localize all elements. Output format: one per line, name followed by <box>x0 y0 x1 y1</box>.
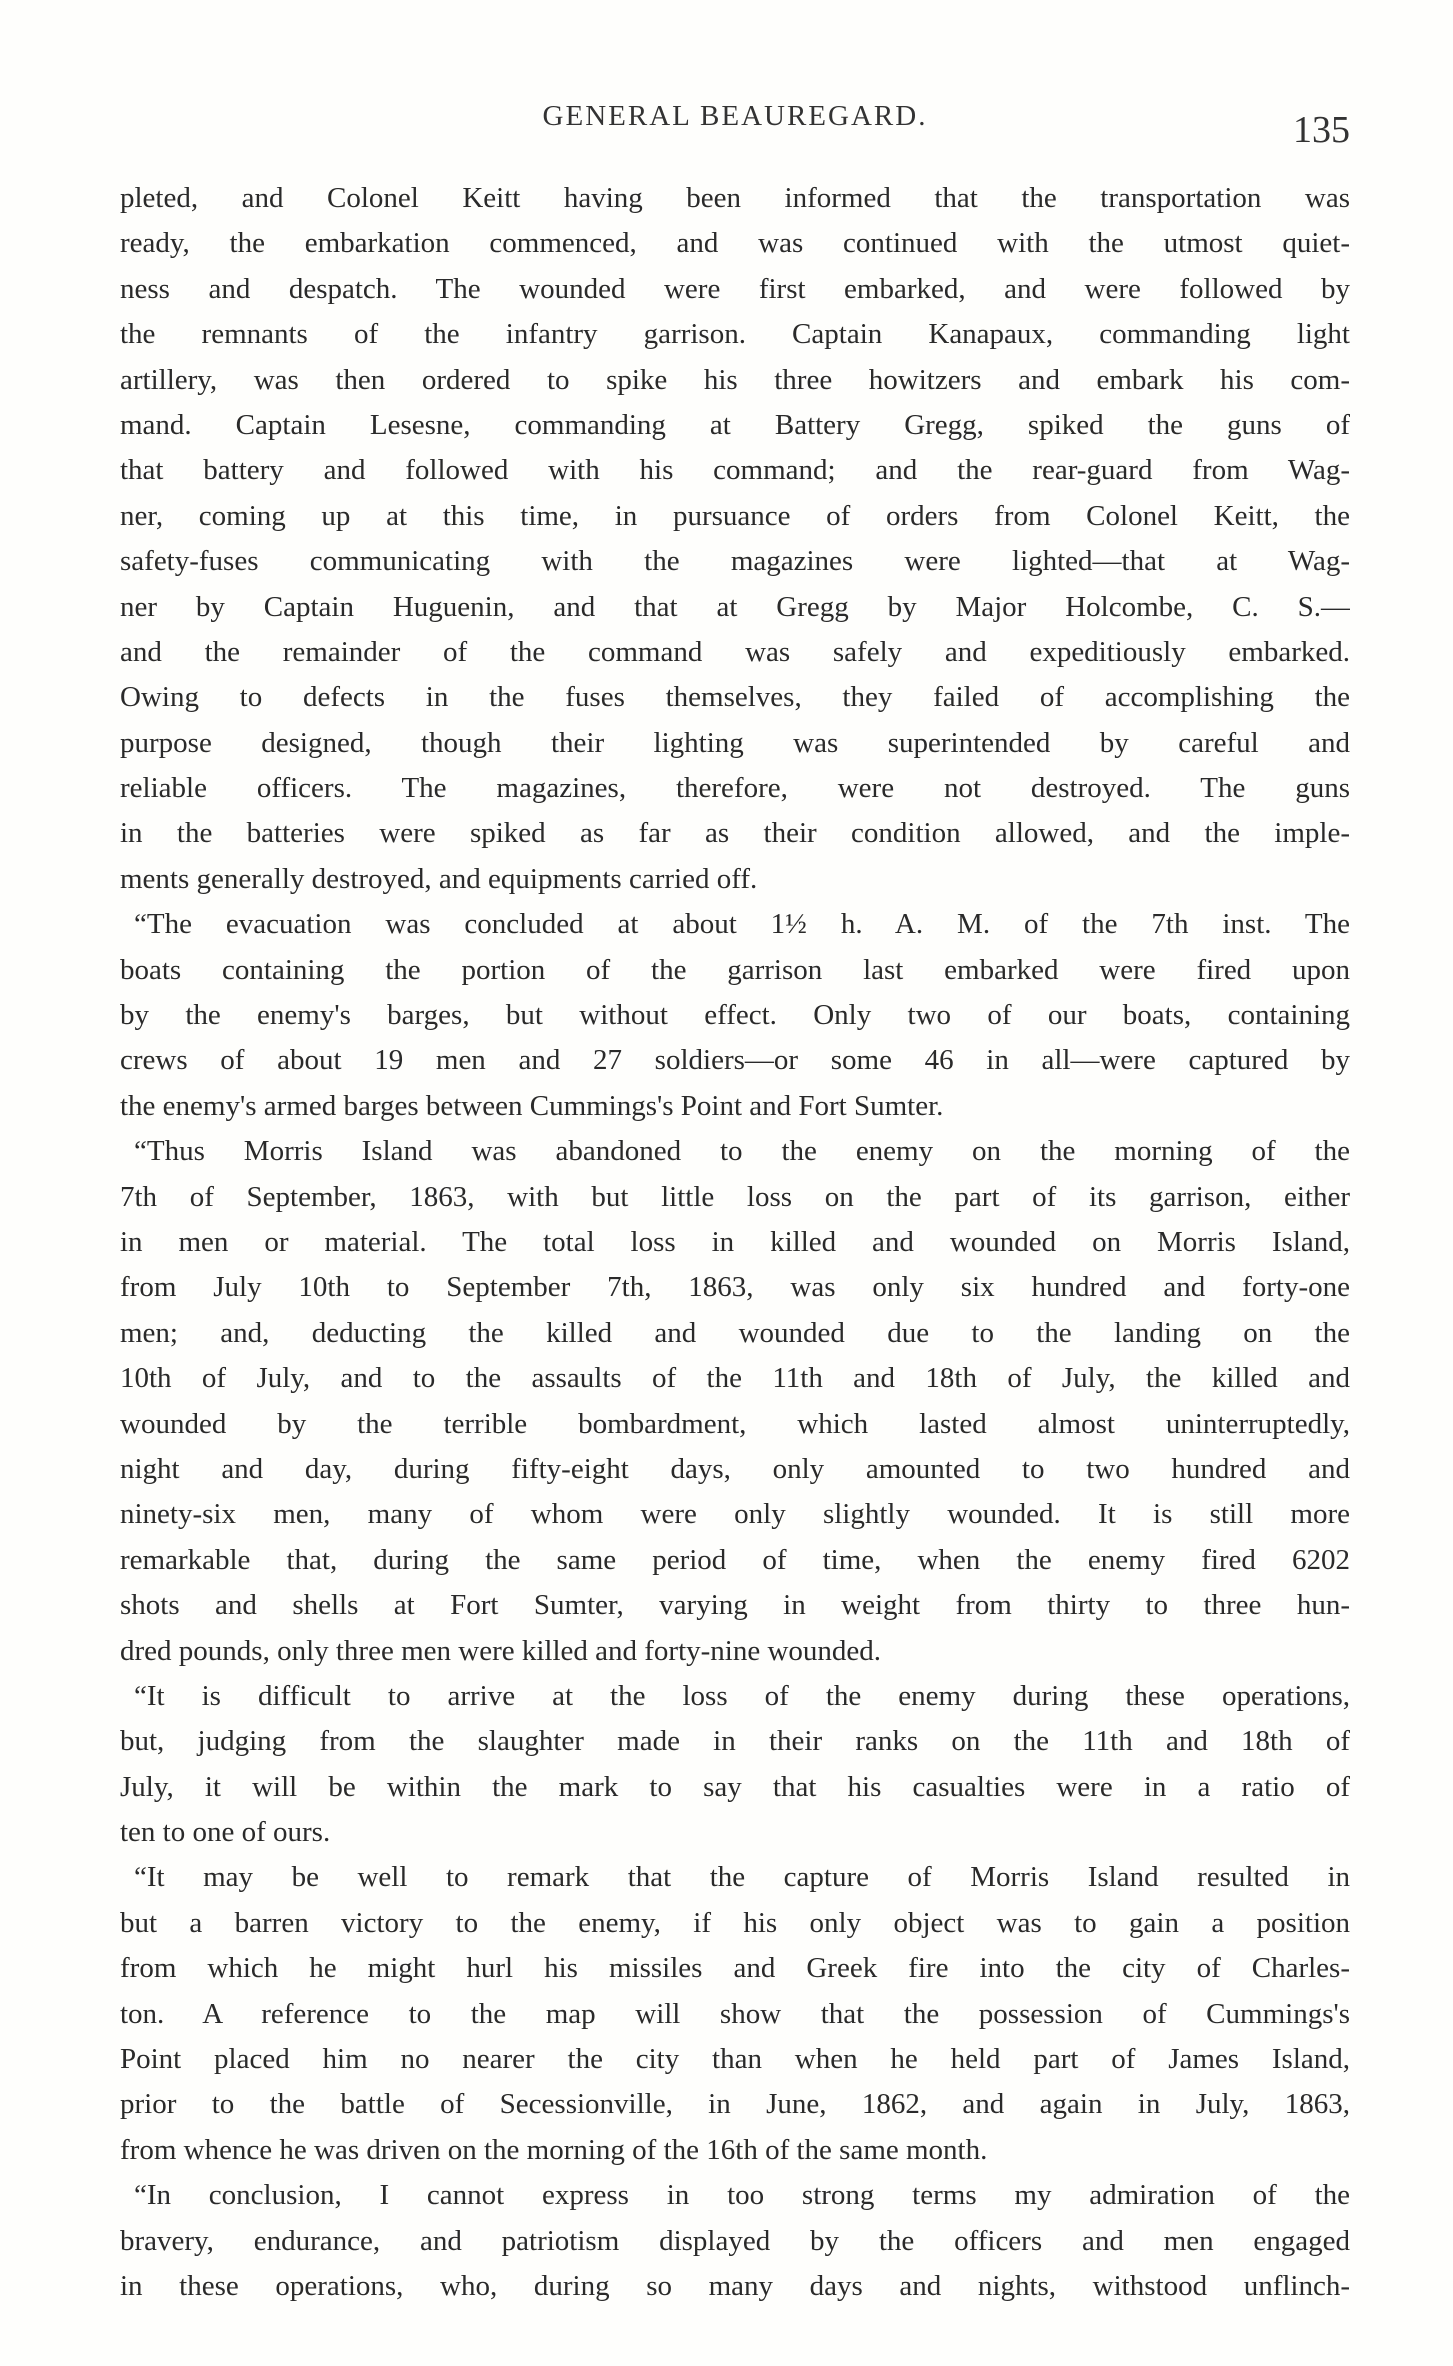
text-line: ten to one of ours. <box>120 1816 331 1849</box>
text-line: ton. A reference to the map will show that the possession of Cummings's <box>120 1997 1350 2030</box>
text-line: shots and shells at Fort Sumter, varying in weight from thirty to three hun- <box>120 1589 1350 1622</box>
text-line: pleted, and Colonel Keitt having been informed that the transportation was <box>120 182 1350 214</box>
text-line: in men or material. The total loss in killed and wounded on Morris Island, <box>120 1225 1350 1258</box>
text-line: mand. Captain Lesesne, commanding at Battery Gregg, spiked the guns of <box>120 408 1350 441</box>
text-line: ninety-six men, many of whom were only slightly wounded. It is still more <box>120 1498 1350 1531</box>
text-line: that battery and followed with his command; and the rear-guard from Wag- <box>120 454 1350 487</box>
text-line: Point placed him no nearer the city than when he held part of James Island, <box>120 2043 1350 2076</box>
text-line: crews of about 19 men and 27 soldiers—or some 46 in all—were captured by <box>120 1044 1350 1077</box>
text-line: and the remainder of the command was safely and expeditiously embarked. <box>120 635 1350 668</box>
body-text <box>120 176 1350 2309</box>
text-line: purpose designed, though their lighting was superintended by careful and <box>120 726 1350 759</box>
page-number: 135 <box>1293 109 1350 151</box>
text-line: prior to the battle of Secessionville, in June, 1862, and again in July, 1863, <box>120 2088 1350 2121</box>
text-line: ments generally destroyed, and equipments carried off. <box>120 862 758 895</box>
text-line: “The evacuation was concluded at about 1½ h. A. M. of the 7th inst. The <box>134 908 1350 941</box>
text-line: men; and, deducting the killed and wounded due to the landing on the <box>120 1316 1350 1349</box>
running-title: GENERAL BEAUREGARD. <box>542 100 928 132</box>
text-line: 7th of September, 1863, with but little loss on the part of its garrison, either <box>120 1180 1350 1213</box>
text-line: Owing to defects in the fuses themselves, they failed of accomplishing the <box>120 681 1350 714</box>
text-line: but a barren victory to the enemy, if his only object was to gain a position <box>120 1906 1350 1939</box>
text-line: ner, coming up at this time, in pursuance of orders from Colonel Keitt, the <box>120 499 1350 532</box>
text-line: in the batteries were spiked as far as their condition allowed, and the imple- <box>120 817 1350 850</box>
text-line: from July 10th to September 7th, 1863, was only six hundred and forty-one <box>120 1271 1350 1304</box>
text-line: in these operations, who, during so many days and nights, withstood unflinch- <box>120 2269 1350 2302</box>
text-line: from whence he was driven on the morning of the 16th of the same month. <box>120 2133 988 2166</box>
text-line: July, it will be within the mark to say that his casualties were in a ratio of <box>120 1770 1350 1803</box>
text-line: dred pounds, only three men were killed and forty-nine wounded. <box>120 1634 882 1667</box>
text-line: “In conclusion, I cannot express in too strong terms my admiration of the <box>134 2179 1350 2212</box>
text-line: “Thus Morris Island was abandoned to the enemy on the morning of the <box>134 1135 1350 1168</box>
text-line: 10th of July, and to the assaults of the 11th and 18th of July, the killed and <box>120 1362 1350 1395</box>
running-head <box>120 96 1350 151</box>
text-line: reliable officers. The magazines, therefore, were not destroyed. The guns <box>120 772 1350 805</box>
text-line: “It may be well to remark that the capture of Morris Island resulted in <box>134 1861 1350 1894</box>
text-line: bravery, endurance, and patriotism displayed by the officers and men engaged <box>120 2224 1350 2257</box>
text-line: ner by Captain Huguenin, and that at Gregg by Major Holcombe, C. S.— <box>120 590 1350 623</box>
text-line: ready, the embarkation commenced, and was continued with the utmost quiet- <box>120 227 1350 260</box>
text-line: the enemy's armed barges between Cummings's Point and Fort Sumter. <box>120 1089 944 1122</box>
text-line: by the enemy's barges, but without effect. Only two of our boats, containing <box>120 999 1350 1032</box>
text-line: safety-fuses communicating with the magazines were lighted—that at Wag- <box>120 545 1350 578</box>
text-line: “It is difficult to arrive at the loss of the enemy during these operations, <box>134 1679 1350 1712</box>
text-line: ness and despatch. The wounded were first embarked, and were followed by <box>120 272 1350 305</box>
text-line: night and day, during fifty-eight days, only amounted to two hundred and <box>120 1452 1350 1485</box>
text-line: remarkable that, during the same period of time, when the enemy fired 6202 <box>120 1543 1350 1576</box>
text-line: but, judging from the slaughter made in their ranks on the 11th and 18th of <box>120 1725 1350 1758</box>
text-line: artillery, was then ordered to spike his three howitzers and embark his com- <box>120 363 1350 396</box>
text-line: boats containing the portion of the garrison last embarked were fired upon <box>120 953 1350 986</box>
text-line: the remnants of the infantry garrison. Captain Kanapaux, commanding light <box>120 318 1350 351</box>
text-line: from which he might hurl his missiles and Greek fire into the city of Charles- <box>120 1952 1350 1985</box>
text-line: wounded by the terrible bombardment, which lasted almost uninterruptedly, <box>120 1407 1350 1440</box>
